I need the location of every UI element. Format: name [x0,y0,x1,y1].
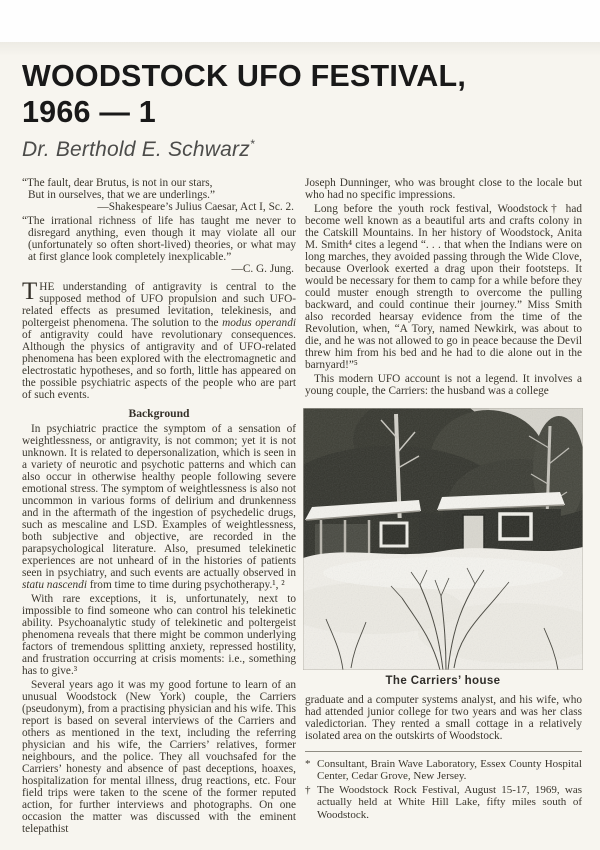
author-name: Dr. Berthold E. Schwarz [22,138,250,161]
footnote-text: The Woodstock Rock Festival, August 15-17, 1969, was actually held at White Hill Lake, fifty miles south of Woodstock. [317,783,582,821]
paragraph: This modern UFO account is not a legend. It involves a young couple, the Carriers: the husband was a college [305,373,582,397]
footnotes-block [305,751,582,821]
title-line-1: WOODSTOCK UFO FESTIVAL, [22,59,467,93]
article-body [22,177,582,837]
intro-paragraph-text: HE understanding of antigravity is central to the supposed method of UFO propulsion and such UFO-related effects as presumed levitation, telekinesis, and poltergeist phenomena. The solution to the modus operandi of antigravity could have revolutionary consequences. Although the physics of antigravity and of UFO-related phenomena has been explored with the electromagnetic and electrostatic hypotheses, and so forth, little has appeared on the possible psychiatric aspects of the people who are part of such events. [22,281,296,401]
paragraph: graduate and a computer systems analyst, and his wife, who had attended junior college for two years and was her class valedictorian. They rented a small cottage in a relatively isolated area on the outskirts of Woodstock. [305,694,582,742]
footnote-mark: † [305,783,311,796]
paragraph: Several years ago it was my good fortune to learn of an unusual Woodstock (New York) couple, the Carriers (pseudonym), from a practising physician and his wife. This report is based on several interviews of the Carriers and others as mentioned in the text, including the referring physician and his wife, the Carriers’ relatives, former neighbours, and the police. They all vouchsafed for the Carriers’ honesty and absence of past deceptions, hoaxes, hospitalization for mental illness, drug reactions, etc. Four field trips were taken to the scene of the former reputed action, for further interviews and photographs. On one occasion the matter was discussed with the eminent telepathist [22,679,296,835]
article-column-right [305,177,582,837]
snow-cottage-photo-illustration [303,408,583,670]
quote-line: “The fault, dear Brutus, is not in our stars, [22,177,213,189]
scanned-article-page [0,42,600,850]
author-byline [22,137,582,162]
footnote-mark: * [305,758,311,770]
photo-caption: The Carriers’ house [385,675,501,687]
drop-cap: T [22,278,38,305]
page-title [22,58,582,130]
epigraph-shakespeare [22,177,296,213]
paragraph: Long before the youth rock festival, Woodstock† had become well known as a beautiful arts and crafts colony in the Catskill Mountains. In her history of Woodstock, Anita M. Smith⁴ cites a legend “. . . that when the Indians were on long marches, they avoided passing through the Wide Clove, because Overlook exerted a drag upon their footsteps. It would be necessary for them to camp for a while before they could muster enough strength to overcome the pulling backward, and could continue their journey.” Miss Smith also recorded hearsay evidence from the time of the Revolution, when, “A Tory, named Newkirk, was about to die, and he was not allowed to go in peace because the Devil threw him from his bed and he had to die alone out in the barnyard!”⁵ [305,203,582,371]
title-line-2: 1966 — 1 [22,95,156,129]
footnote-consultant [305,758,582,783]
footnote-woodstock-festival [305,784,582,821]
section-heading-background: Background [128,407,190,420]
article-column-left [22,177,296,837]
article-header [22,58,582,162]
quote-line: But in ourselves, that we are underlings.” [28,189,215,201]
intro-paragraph [22,278,296,401]
quote-attribution: —Shakespeare’s Julius Caesar, Act I, Sc. 2. [97,201,294,213]
footnote-text: Consultant, Brain Wave Laboratory, Essex County Hospital Center, Cedar Grove, New Jersey. [317,758,582,783]
carriers-house-photo [303,408,583,687]
quote-attribution: —C. G. Jung. [231,263,294,275]
quote-text: “The irrational richness of life has taught me never to disregard anything, even though it may violate all our (unfortunately so often short-lived) theories, or what may at first glance look completely inexplicable.” [22,215,296,263]
paragraph: In psychiatric practice the symptom of a sensation of weightlessness, or antigravity, is not common; yet it is not unknown. It is related to depersonalization, which is seen in a variety of neurotic and psychotic patterns and which can also occur in otherwise healthy people following severe emotional stress. The symptom of weightlessness is also not uncommon in various forms of delirium and drunkenness and in the aftermath of the ingestion of psychedelic drugs, such as mescaline and LSD. Examples of weightlessness, both subjective and objective, are recorded in the parapsychological literature. Also, presumed telekinetic experiences are not unheard of in the histories of patients seen in psychiatry, and such events are actually observed in statu nascendi from time to time during psychotherapy.¹, ² [22,423,296,591]
paragraph: Joseph Dunninger, who was brought close to the locale but who had no specific impressions. [305,177,582,201]
author-footnote-mark: * [249,137,255,151]
epigraph-jung [22,215,296,275]
paragraph: With rare exceptions, it is, unfortunately, next to impossible to find someone who can control his telekinetic ability. Psychoanalytic study of telekinetic and poltergeist phenomena reveals that there might be common underlying factors of tremendous splitting anxiety, repressed hostility, and frustration occurring at crisis moments: i.e., something has to give.³ [22,593,296,677]
